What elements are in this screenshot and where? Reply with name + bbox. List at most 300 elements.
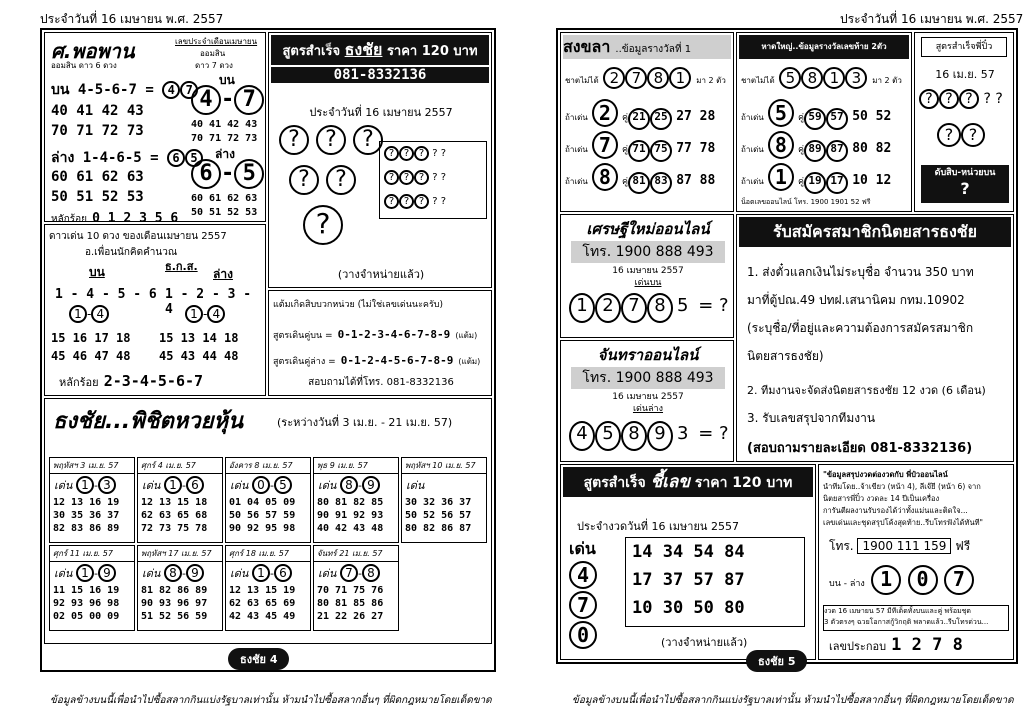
zilek-title-a: สูตรสำเร็จ [583, 475, 646, 491]
small-q-row-1 [384, 146, 446, 161]
lead-row [565, 163, 715, 194]
stars-row-2: 45 46 47 48 [51, 349, 131, 363]
top-big: 4 - 7 [191, 85, 264, 115]
sq-1: ? [384, 146, 399, 161]
setthi-d3: 8 [647, 293, 673, 323]
lead-row-rest: 27 28 [676, 109, 716, 124]
lead-row-big: 7 [592, 131, 618, 159]
weekly-pair-b: 9 [98, 564, 116, 582]
weekly-range: (ระหว่างวันที่ 3 เม.ย. - 21 เม.ย. 57) [277, 416, 453, 429]
ad-pair-0: 1 [871, 565, 901, 595]
member-contact: (สอบถามรายละเอียด 081-8332136) [747, 441, 973, 456]
big-q-row-1 [279, 125, 383, 155]
chantra-box [560, 340, 734, 462]
stars-hundreds-label: หลักร้อย [59, 376, 99, 389]
stars-bot-label: ล่าง [213, 267, 233, 281]
piw-q-5: ? [995, 91, 1003, 107]
piw-q-row-1 [919, 89, 1003, 109]
piw-title: สูตรสำเร็จพี่ปิ๋ว [921, 37, 1007, 57]
weekly-day-cell [137, 545, 223, 631]
weekly-lead-label: เด่น [406, 479, 425, 492]
zilek-lead-0: 4 [569, 561, 597, 589]
weekly-day-date: อังคาร 8 เม.ย. 57 [226, 458, 310, 474]
sq-5: ? [440, 148, 446, 159]
weekly-lead-label: เด่น [142, 567, 161, 580]
weekly-day-pair: เด่น 1 - 3 [50, 474, 134, 496]
formula-box [268, 290, 492, 396]
ad-text5: เลขเด่นและชุดสรุปโค้งสุดท้าย..รีบโทรฟังได้ทันที" [823, 518, 983, 527]
weekly-day-cell [313, 457, 399, 543]
piw-q-1: ? [919, 89, 939, 109]
lead-row-big: 2 [592, 99, 618, 127]
setthi-phone: โทร. 1900 888 493 [571, 241, 725, 263]
lead-row-label: ถ้าเด่น [741, 177, 764, 186]
top-pair-b: 7 [180, 81, 198, 99]
thongchai-title-b: ธงชัย [344, 40, 383, 59]
stars-bot-pair: 1 - 4 [185, 305, 225, 323]
member-title: รับสมัครสมาชิกนิตยสารธงชัย [739, 217, 1011, 247]
q-4: ? [289, 165, 319, 195]
weekly-lead-label: เด่น [230, 567, 249, 580]
stars-top-pair-a: 1 [69, 305, 87, 323]
member-p6: 3. รับเลขสรุปจากทีมงาน [747, 411, 876, 425]
sq-8: ? [414, 170, 429, 185]
stars-hundreds-value: 2-3-4-5-6-7 [103, 372, 204, 390]
weekly-day-date: พุธ 9 เม.ย. 57 [314, 458, 398, 474]
weekly-day-date: พฤหัสฯ 10 เม.ย. 57 [402, 458, 486, 474]
small-q-box [379, 141, 487, 219]
stars-top-label: บน [89, 265, 105, 279]
stars-bot-seq: 1 - 2 - 3 - 4 [165, 287, 252, 317]
zilek-lead: เด่น [569, 539, 596, 558]
ad-combo-value: 1 2 7 8 [891, 635, 963, 655]
lead-row-label: ถ้าเด่น [565, 145, 588, 154]
weekly-pair-a: 1 [252, 564, 270, 582]
hundreds-value: 0 1 2 3 5 6 [92, 211, 179, 226]
weekly-day-pair: เด่น 8 - 9 [314, 474, 398, 496]
chantra-d0: 4 [569, 421, 595, 451]
sq-12: ? [399, 194, 414, 209]
chantra-tail: = ? [698, 423, 729, 444]
zilek-footnote: (วางจำหน่ายแล้ว) [661, 636, 748, 649]
top-pair-a: 4 [162, 81, 180, 99]
ad-pair-2: 7 [944, 565, 974, 595]
bot-seq: ล่าง 1-4-6-5 = 6 5 [51, 147, 203, 169]
lead-row-c2: 83 [650, 172, 672, 194]
weekly-pair-b: 8 [362, 564, 380, 582]
weekly-day-numbers: 80 81 82 85 90 91 92 93 40 42 43 48 [317, 497, 384, 534]
thongchai-title-a: สูตรสำเร็จ [282, 44, 341, 59]
weekly-lead-label: เด่น [230, 479, 249, 492]
hatyai-lead-1: 8 [801, 67, 823, 89]
member-p3: (ระบุชื่อ/ที่อยู่และความต้องการสมัครสมาชิก [747, 321, 974, 335]
formula-bot-value: 0-1-2-4-5-6-7-8-9 [340, 354, 454, 367]
hatyai-lead-3: 3 [845, 67, 867, 89]
lead-row-c2: 17 [826, 172, 848, 194]
sq-14: ? [432, 196, 438, 207]
chantra-d4: 3 [677, 423, 689, 444]
sq-9: ? [432, 172, 438, 183]
sq-3: ? [414, 146, 429, 161]
member-box [736, 214, 1014, 462]
setthi-d2: 7 [621, 293, 647, 323]
lead-row-c2: 57 [826, 108, 848, 130]
stars-box [44, 224, 266, 396]
zilek-title-b: ชี้เลข [650, 472, 690, 492]
weekly-pair-a: 0 [252, 476, 270, 494]
lead-row [741, 163, 891, 194]
lead-row-rest: 50 52 [852, 109, 892, 124]
weekly-day-cell [137, 457, 223, 543]
lead-row-label: ถ้าเด่น [741, 145, 764, 154]
bot-row-2: 50 51 52 53 [51, 189, 144, 205]
hatyai-lead-2: 1 [823, 67, 845, 89]
songkhla-subtitle: ..ข้อมูลรางวัลที่ 1 [615, 44, 692, 55]
zilek-lead-1: 7 [569, 591, 597, 619]
weekly-day-date: จันทร์ 21 เม.ย. 57 [314, 546, 398, 562]
piw-footer-q: ? [960, 179, 970, 198]
lead-row-big: 8 [592, 163, 618, 191]
weekly-lead-label: เด่น [54, 567, 73, 580]
piw-box [914, 32, 1014, 212]
formula-top-value: 0-1-2-3-4-6-7-8-9 [337, 328, 451, 341]
hatyai-lead-label: ชาตไม่ได้ [741, 76, 775, 85]
sq-4: ? [432, 148, 438, 159]
lead-row-c1: 89 [804, 140, 826, 162]
weekly-day-pair: เด่น 8 - 9 [138, 562, 222, 584]
weekly-pair-a: 1 [164, 476, 182, 494]
top-row-2: 70 71 72 73 [51, 123, 144, 139]
lead-row-big: 1 [768, 163, 794, 191]
lead-row [565, 131, 715, 162]
zilek-box [560, 464, 816, 660]
lead-row-label: ถ้าเด่น [741, 113, 764, 122]
ad-pair-label: บน - ล่าง [829, 579, 865, 589]
top-big-b: 7 [234, 85, 264, 115]
piw-footer [921, 165, 1009, 203]
weekly-pair-a: 7 [340, 564, 358, 582]
weekly-pair-b: 3 [98, 476, 116, 494]
weekly-day-pair: เด่น 1 - 6 [226, 562, 310, 584]
member-p2: มาที่ตู้ปณ.49 ปทฝ.เสนานิคม กทม.10902 [747, 293, 965, 307]
formula-bot-tag: (แต้ม) [458, 357, 481, 366]
stars-hundreds [59, 371, 203, 391]
setthi-label: เด่นบน [634, 278, 662, 288]
member-p1: 1. ส่งตั๋วแลกเงินไม่ระบุชื่อ จำนวน 350 บาท [747, 265, 974, 279]
ad-phone: 1900 111 159 [857, 538, 951, 554]
songkhla-lead [565, 67, 726, 89]
ad-pair-row [829, 565, 974, 595]
lead-row-rest: 80 82 [852, 141, 892, 156]
hundreds-label: หลักร้อย [51, 214, 88, 225]
stars-bot-pair-a: 1 [185, 305, 203, 323]
hatyai-lead-tail: มา 2 ตัว [872, 76, 902, 85]
weekly-day-cell [313, 545, 399, 631]
top-seq-text: 4-5-6-7 [77, 82, 137, 98]
sq-10: ? [440, 172, 446, 183]
chantra-digits [569, 421, 729, 451]
formula-top-label: สูตรเดินคู่บน = [273, 331, 333, 341]
weekly-day-cell [225, 545, 311, 631]
weekly-box [44, 398, 492, 644]
setthi-d1: 2 [595, 293, 621, 323]
zilek-grid-2: 10 30 50 80 [632, 598, 745, 618]
weekly-day-numbers: 30 32 36 37 50 52 56 57 80 82 86 87 [405, 497, 472, 534]
ad-combo [829, 635, 963, 655]
small-q-row-3 [384, 194, 446, 209]
lead-row-label: ถ้าเด่น [565, 113, 588, 122]
thongchai-footnote: (วางจำหน่ายแล้ว) [337, 268, 425, 281]
setthi-d4: 5 [677, 295, 689, 316]
bot-big: 6 - 5 [191, 159, 264, 189]
lead-row-pre: คู่ [622, 177, 629, 187]
bot-pair-a: 6 [167, 149, 185, 167]
top-label: บน [219, 73, 235, 87]
songkhla-box [560, 32, 734, 212]
hatyai-title: หาดใหญ่..ข้อมูลรางวัลเลขท้าย 2ตัว [739, 35, 909, 59]
hatyai-box [736, 32, 912, 212]
lead-row-pre: คู่ [798, 177, 805, 187]
zilek-grid [625, 537, 805, 627]
ad-text2: นำทีมโดย..จ้าเขียว (หน้า 4), ลีเจ๊ยี (หน้า 6) จาก [823, 482, 981, 491]
piw-q-6: ? [937, 123, 961, 147]
sq-11: ? [384, 194, 399, 209]
weekly-day-numbers: 11 15 16 19 92 93 96 98 02 05 00 09 [53, 585, 120, 622]
songkhla-lead-3: 1 [669, 67, 691, 89]
lead-row-c2: 75 [650, 140, 672, 162]
weekly-lead-label: เด่น [54, 479, 73, 492]
lead-row-c1: 19 [804, 172, 826, 194]
weekly-pair-a: 8 [164, 564, 182, 582]
right-page [512, 0, 1024, 724]
setthi-title: เศรษฐีใหม่ออนไลน์ [586, 220, 710, 238]
left-page-number: ธงชัย 4 [228, 648, 289, 670]
porpan-box [44, 32, 266, 226]
sq-15: ? [440, 196, 446, 207]
top-row-1: 40 41 42 43 [51, 103, 144, 119]
top-row-s2: 70 71 72 73 [191, 133, 258, 144]
lead-row-pre: คู่ [622, 145, 629, 155]
thongchai-phone: 081-8332136 [271, 67, 489, 83]
big-q-row-3 [303, 205, 343, 245]
stars-top-pair-b: 4 [91, 305, 109, 323]
weekly-pair-a: 1 [76, 564, 94, 582]
weekly-day-date: ศุกร์ 4 เม.ย. 57 [138, 458, 222, 474]
lead-row [565, 99, 715, 130]
songkhla-lead-label: ชาตไม่ได้ [565, 76, 599, 85]
weekly-lead-label: เด่น [142, 479, 161, 492]
ad-text4: การันตีผลงานรับรองได้ว่าทั้งแม่นและติดใจ... [823, 506, 968, 515]
stars-top-pair: 1 - 4 [69, 305, 109, 323]
top-prefix: บน [51, 82, 70, 98]
hatyai-note: น็อตเลขออนไลน์ โทร. 1900 1901 52 ฟรี [741, 198, 871, 206]
weekly-pair-b: 9 [362, 476, 380, 494]
weekly-lead-label: เด่น [318, 567, 337, 580]
hatyai-lead [741, 67, 902, 89]
stars-row-r2: 45 43 44 48 [159, 349, 239, 363]
weekly-day-cell [225, 457, 311, 543]
sq-13: ? [414, 194, 429, 209]
q-6: ? [303, 205, 343, 245]
songkhla-lead-tail: มา 2 ตัว [696, 76, 726, 85]
weekly-day-pair: เด่น 0 - 5 [226, 474, 310, 496]
bot-big-a: 6 [191, 159, 221, 189]
left-footer: ข้อมูลข้างบนนี้เพื่อนำไปซื้อสลากกินแบ่งรัฐบาลเท่านั้น ห้ามนำไปซื้อสลากอื่นๆ ที่ผิดกฎหมายโดยเด็ดขาด [50, 695, 492, 706]
sq-7: ? [399, 170, 414, 185]
formula-title: แต้มเกิดสิบบวกหน่วย (ไม่ใช่เลขเด่นนะครับ) [273, 300, 443, 310]
lead-row-pre: คู่ [798, 145, 805, 155]
bot-seq-text: 1-4-6-5 [82, 150, 142, 166]
lead-row [741, 99, 891, 130]
setthi-digits [569, 293, 729, 323]
setthi-box [560, 214, 734, 338]
piw-q-7: ? [961, 123, 985, 147]
stars-top-seq: 1 - 4 - 5 - 6 [55, 287, 157, 302]
weekly-pair-b: 9 [186, 564, 204, 582]
lead-row-c1: 71 [628, 140, 650, 162]
weekly-pair-a: 8 [340, 476, 358, 494]
bot-row-s2: 50 51 52 53 [191, 207, 258, 218]
porpan-subtitle-b: เลขประจำเดือนเมษายน [175, 37, 258, 46]
weekly-pair-b: 5 [274, 476, 292, 494]
weekly-day-numbers: 81 82 86 89 90 93 96 97 51 52 56 59 [141, 585, 208, 622]
weekly-pair-b: 6 [186, 476, 204, 494]
formula-contact: สอบถามได้ที่โทร. 081-8332136 [308, 377, 454, 388]
ad-phone-label: โทร. [829, 539, 854, 553]
songkhla-lead-1: 7 [625, 67, 647, 89]
right-page-number: ธงชัย 5 [746, 650, 807, 672]
weekly-day-pair [402, 474, 486, 496]
chantra-d1: 5 [595, 421, 621, 451]
lead-row-c2: 25 [650, 108, 672, 130]
zilek-title [563, 467, 813, 497]
formula-bot [273, 349, 480, 368]
q-3: ? [353, 125, 383, 155]
thongchai-title-c: ราคา 120 บาท [386, 44, 478, 59]
lead-row-c1: 59 [804, 108, 826, 130]
ad-pair-1: 0 [908, 565, 938, 595]
thongchai-formula-box [268, 32, 492, 288]
weekly-pair-b: 6 [274, 564, 292, 582]
songkhla-lead-0: 2 [603, 67, 625, 89]
formula-bot-label: สูตรเดินคู่ล่าง = [273, 357, 336, 367]
ad-phone-row [829, 537, 970, 556]
lead-row-c1: 21 [628, 108, 650, 130]
hatyai-lead-0: 5 [779, 67, 801, 89]
bot-label: ล่าง [215, 147, 235, 161]
weekly-day-numbers: 12 13 16 19 30 35 36 37 82 83 86 89 [53, 497, 120, 534]
lead-row-label: ถ้าเด่น [565, 177, 588, 186]
lead-row-rest: 77 78 [676, 141, 716, 156]
weekly-day-date: ศุกร์ 11 เม.ย. 57 [50, 546, 134, 562]
ad-note2: 3 ตัวตรงๆ ฉวยโอกาสกู้วิกฤติ พลาดแล้ว..รีบโทรด่วน... [824, 618, 989, 626]
formula-top-tag: (แต้ม) [455, 331, 478, 340]
weekly-day-pair: เด่น 7 - 8 [314, 562, 398, 584]
piw-footer-text: ดับสิบ-หน่วยบน [934, 168, 996, 178]
weekly-day-date: พฤหัสฯ 3 เม.ย. 57 [50, 458, 134, 474]
bot-row-s1: 60 61 62 63 [191, 193, 258, 204]
chantra-d2: 8 [621, 421, 647, 451]
weekly-pair-a: 1 [76, 476, 94, 494]
ad-text3: นิตยสารพี่ปิ๋ว งวดละ 14 ปีเป็นเครื่อง [823, 494, 940, 503]
songkhla-title [563, 35, 731, 59]
setthi-tail: = ? [698, 295, 729, 316]
formula-top [273, 323, 477, 342]
lead-row-c1: 81 [628, 172, 650, 194]
q-5: ? [326, 165, 356, 195]
chantra-title: จันทราออนไลน์ [597, 346, 699, 364]
lead-row-rest: 87 88 [676, 173, 716, 188]
lead-row-pre: คู่ [798, 113, 805, 123]
porpan-subtitle-d: ดาว 7 ดวง [195, 61, 233, 70]
porpan-title: ศ.พอพาน [51, 39, 135, 63]
weekly-title: ธงชัย...พิชิตหวยหุ้น [53, 409, 244, 434]
zilek-grid-1: 17 37 57 87 [632, 570, 745, 590]
ad-note1: งวด 16 เมษายน 57 มีทีเด็ดทั้งบนและคู่ พร้อมชุด [824, 607, 971, 615]
bot-prefix: ล่าง [51, 150, 75, 166]
weekly-day-date: ศุกร์ 18 เม.ย. 57 [226, 546, 310, 562]
piw-online-ad [818, 464, 1014, 660]
big-q-row-2 [289, 165, 356, 195]
sq-6: ? [384, 170, 399, 185]
chantra-date: 16 เมษายน 2557 [612, 392, 684, 402]
stars-bank-label: ธ.ก.ส. [165, 260, 198, 273]
piw-q-2: ? [939, 89, 959, 109]
chantra-label: เด่นล่าง [632, 404, 664, 414]
member-p5: 2. ทีมงานจะจัดส่งนิตยสารธงชัย 12 งวด (6 เดือน) [747, 384, 986, 397]
thongchai-date: ประจำวันที่ 16 เมษายน 2557 [309, 106, 453, 119]
stars-title: ดาวเด่น 10 ดวง ของเดือนเมษายน 2557 [49, 231, 227, 242]
right-footer: ข้อมูลข้างบนนี้เพื่อนำไปซื้อสลากกินแบ่งรัฐบาลเท่านั้น ห้ามนำไปซื้อสลากอื่นๆ ที่ผิดกฎหมายโดยเด็ดขาด [572, 695, 1014, 706]
sq-2: ? [399, 146, 414, 161]
songkhla-title-main: สงขลา [563, 37, 611, 56]
weekly-day-numbers: 12 13 15 18 62 63 65 68 72 73 75 78 [141, 497, 208, 534]
ad-note [823, 605, 1009, 631]
weekly-day-cell [49, 545, 135, 631]
songkhla-lead-2: 8 [647, 67, 669, 89]
chantra-d3: 9 [647, 421, 673, 451]
lead-row-big: 8 [768, 131, 794, 159]
zilek-lead-2: 0 [569, 621, 597, 649]
thongchai-title [271, 35, 489, 65]
stars-by: อ.เพื่อนนักคิดคำนวณ [85, 247, 178, 258]
piw-q-4: ? [983, 91, 991, 107]
piw-q-3: ? [959, 89, 979, 109]
weekly-lead-label: เด่น [318, 479, 337, 492]
setthi-date: 16 เมษายน 2557 [612, 266, 684, 276]
setthi-d0: 1 [569, 293, 595, 323]
zilek-grid-0: 14 34 54 84 [632, 542, 745, 562]
zilek-title-c: ราคา 120 บาท [694, 475, 793, 491]
stars-row-1: 15 16 17 18 [51, 331, 131, 345]
top-seq: บน 4-5-6-7 = 4 7 [51, 79, 198, 101]
lead-row-big: 5 [768, 99, 794, 127]
weekly-day-pair: เด่น 1 - 6 [138, 474, 222, 496]
chantra-phone: โทร. 1900 888 493 [571, 367, 725, 389]
lead-row [741, 131, 891, 162]
top-row-s1: 40 41 42 43 [191, 119, 258, 130]
bot-row-1: 60 61 62 63 [51, 169, 144, 185]
top-big-a: 4 [191, 85, 221, 115]
member-p4: นิตยสารธงชัย) [747, 349, 824, 363]
lead-row-pre: คู่ [622, 113, 629, 123]
weekly-day-numbers: 01 04 05 09 50 56 57 59 90 92 95 98 [229, 497, 296, 534]
weekly-day-numbers: 12 13 15 19 62 63 65 69 42 43 45 49 [229, 585, 296, 622]
weekly-day-pair: เด่น 1 - 9 [50, 562, 134, 584]
lead-row-rest: 10 12 [852, 173, 892, 188]
ad-combo-label: เลขประกอบ [829, 640, 887, 653]
zilek-lead-digits [569, 561, 599, 649]
